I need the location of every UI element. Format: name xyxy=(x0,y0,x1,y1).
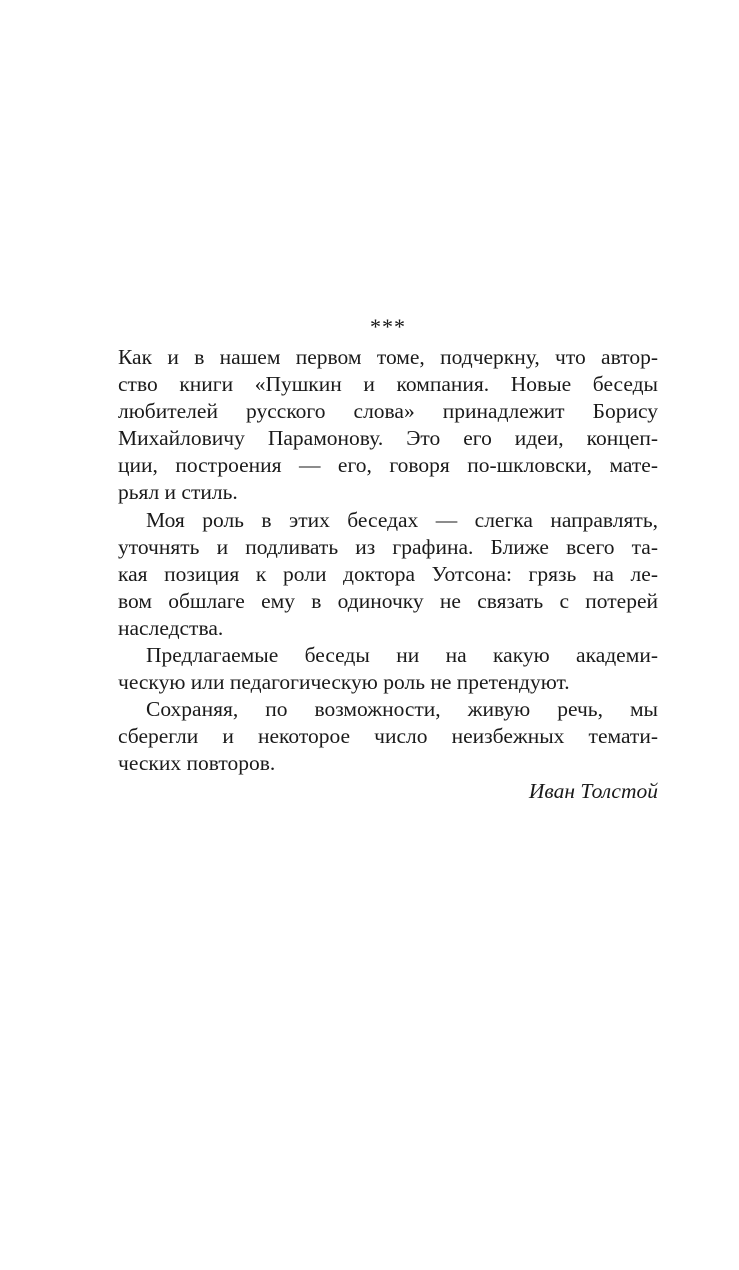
text-line: Предлагаемые беседы ни на какую академи- xyxy=(146,643,658,668)
paragraph xyxy=(118,642,658,696)
text-line: Как и в нашем первом томе, подчеркну, что автор- xyxy=(118,345,658,369)
paragraph xyxy=(118,344,658,507)
text-line: ческих повторов. xyxy=(118,751,276,776)
text-line: любителей русского слова» принадлежит Борису xyxy=(118,399,658,424)
text-line: Сохраняя, по возможности, живую речь, мы xyxy=(146,697,658,722)
author-signature: Иван Толстой xyxy=(528,778,658,803)
text-line: сберегли и некоторое число неизбежных темати- xyxy=(118,724,658,749)
text-line: кая позиция к роли доктора Уотсона: грязь на ле- xyxy=(118,561,658,586)
text-line: Михайловичу Парамонову. Это его идеи, концеп- xyxy=(118,426,658,451)
text-line: наследства. xyxy=(118,615,224,640)
paragraph xyxy=(118,696,658,777)
text-block xyxy=(118,312,658,805)
text-line: ческую или педагогическую роль не претендуют. xyxy=(118,670,570,695)
text-line: уточнять и подливать из графина. Ближе всего та- xyxy=(118,534,658,559)
paragraph xyxy=(118,507,658,642)
text-line: ции, построения — его, говоря по-шкловски, мате- xyxy=(118,453,658,478)
text-line: рьял и стиль. xyxy=(118,480,238,505)
text-line: вом обшлаге ему в одиночку не связать с потерей xyxy=(118,588,658,613)
text-line: Моя роль в этих беседах — слегка направлять, xyxy=(146,507,658,532)
text-line: ство книги «Пушкин и компания. Новые беседы xyxy=(118,372,658,397)
section-separator: *** xyxy=(370,314,406,339)
